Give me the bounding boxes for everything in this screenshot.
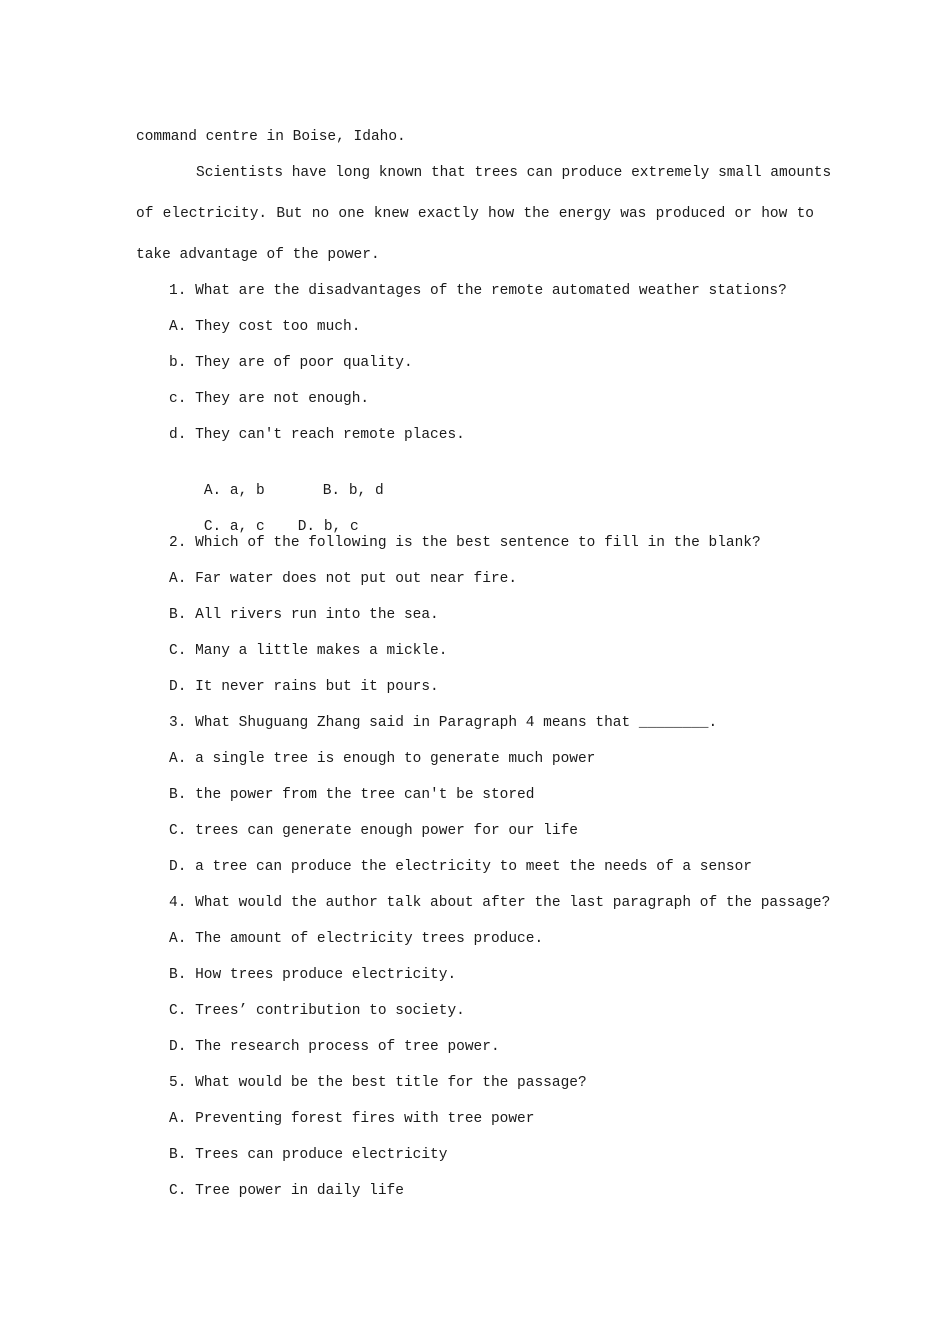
question-1-statement: c. They are not enough. <box>169 391 370 407</box>
passage-paragraph-line: take advantage of the power. <box>136 247 380 263</box>
passage-paragraph-line: Scientists have long known that trees can produce extremely small amounts <box>196 165 832 181</box>
answer-option: C. Trees’ contribution to society. <box>169 1003 465 1019</box>
answer-option: C. trees can generate enough power for our life <box>169 823 578 839</box>
answer-option: A. a, b <box>203 483 265 499</box>
question-4-stem: 4. What would the author talk about after the last paragraph of the passage? <box>169 895 831 911</box>
answer-option: A. Far water does not put out near fire. <box>169 571 518 587</box>
answer-option: D. a tree can produce the electricity to meet the needs of a sensor <box>169 859 752 875</box>
question-1-statement: d. They can't reach remote places. <box>169 427 465 443</box>
answer-option: B. the power from the tree can't be stored <box>169 787 535 803</box>
answer-option: B. b, d <box>322 483 384 499</box>
question-1-statement: A. They cost too much. <box>169 319 361 335</box>
question-1-stem: 1. What are the disadvantages of the remote automated weather stations? <box>169 283 787 299</box>
answer-option: D. b, c <box>297 519 359 535</box>
passage-continuation: command centre in Boise, Idaho. <box>136 129 406 145</box>
question-1-statement: b. They are of poor quality. <box>169 355 413 371</box>
answer-option: D. The research process of tree power. <box>169 1039 500 1055</box>
answer-option: B. All rivers run into the sea. <box>169 607 439 623</box>
answer-option: A. a single tree is enough to generate much power <box>169 751 596 767</box>
answer-option: A. Preventing forest fires with tree power <box>169 1111 535 1127</box>
answer-option: A. The amount of electricity trees produce. <box>169 931 544 947</box>
answer-option: C. Many a little makes a mickle. <box>169 643 448 659</box>
question-3-stem: 3. What Shuguang Zhang said in Paragraph 4 means that ________. <box>169 715 718 731</box>
answer-option: C. a, c <box>203 519 265 535</box>
question-5-stem: 5. What would be the best title for the passage? <box>169 1075 587 1091</box>
answer-option: B. How trees produce electricity. <box>169 967 457 983</box>
answer-option: D. It never rains but it pours. <box>169 679 439 695</box>
question-2-stem: 2. Which of the following is the best sentence to fill in the blank? <box>169 535 761 551</box>
answer-option: B. Trees can produce electricity <box>169 1147 448 1163</box>
passage-paragraph-line: of electricity. But no one knew exactly how the energy was produced or how to <box>136 206 814 222</box>
answer-option: C. Tree power in daily life <box>169 1183 404 1199</box>
